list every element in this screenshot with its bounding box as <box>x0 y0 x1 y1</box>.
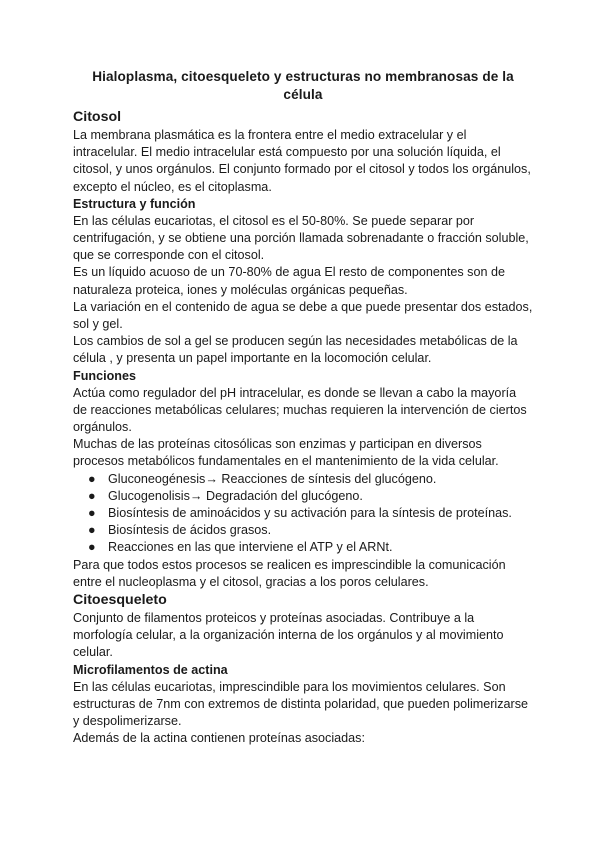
bullet-icon: ● <box>88 471 96 486</box>
list-item-text: Biosíntesis de ácidos grasos. <box>108 523 272 538</box>
estructura-paragraph-2: Es un líquido acuoso de un 70-80% de agua El resto de componentes son de naturaleza proteica, iones y moléculas orgánicas pequeñas. <box>73 265 505 297</box>
list-item <box>73 471 533 488</box>
list-item <box>73 539 533 556</box>
estructura-paragraph-4: Los cambios de sol a gel se producen según las necesidades metabólicas de la célula , y presenta un papel importante en la locomoción celular. <box>73 334 518 366</box>
subheading-microfilamentos: Microfilamentos de actina <box>73 662 228 677</box>
microfilamentos-paragraph-2: Además de la actina contienen proteínas asociadas: <box>73 731 365 746</box>
document-title: Hialoplasma, citoesqueleto y estructuras no membranosas de la célula <box>92 69 514 102</box>
list-item <box>73 505 533 522</box>
funciones-bullet-list <box>73 471 533 557</box>
funciones-paragraph-2: Muchas de las proteínas citosólicas son enzimas y participan en diversos procesos metabólicos fundamentales en el mantenimiento de la vida celular. <box>73 437 499 469</box>
document-page <box>73 68 533 748</box>
list-item-text: Reacciones en las que interviene el ATP y el ARNt. <box>108 540 393 555</box>
citoesqueleto-intro-paragraph: Conjunto de filamentos proteicos y proteínas asociadas. Contribuye a la morfología celular, a la organización interna de los orgánulos y al movimiento celular. <box>73 611 504 660</box>
list-item-text: Glucogenolisis→ Degradación del glucógeno. <box>108 488 363 503</box>
bullet-icon: ● <box>88 506 96 521</box>
subheading-funciones: Funciones <box>73 368 136 383</box>
list-item-text: Gluconeogénesis→ Reacciones de síntesis del glucógeno. <box>108 471 437 486</box>
bullet-icon: ● <box>88 488 96 503</box>
funciones-paragraph-1: Actúa como regulador del pH intracelular, es donde se llevan a cabo la mayoría de reacciones metabólicas celulares; muchas requieren la intervención de ciertos orgánulos. <box>73 385 527 435</box>
section-heading-citoesqueleto: Citoesqueleto <box>73 592 167 609</box>
bullet-icon: ● <box>88 523 96 538</box>
estructura-paragraph-3: La variación en el contenido de agua se debe a que puede presentar dos estados, sol y gel. <box>73 299 533 332</box>
list-item-text: Biosíntesis de aminoácidos y su activación para la síntesis de proteínas. <box>108 506 512 521</box>
citosol-intro-paragraph: La membrana plasmática es la frontera entre el medio extracelular y el intracelular. El medio intracelular está compuesto por una solución líquida, el citosol, y unos orgánulos. El conjunto formado por el citosol y todos los orgánulos, excepto el núcleo, es el citoplasma. <box>73 128 531 194</box>
subheading-estructura-funcion: Estructura y función <box>73 196 196 211</box>
funciones-paragraph-3: Para que todos estos procesos se realicen es imprescindible la comunicación entre el nucleoplasma y el citosol, gracias a los poros celulares. <box>73 557 506 589</box>
list-item <box>73 522 533 539</box>
bullet-icon: ● <box>88 540 96 555</box>
estructura-paragraph-1: En las células eucariotas, el citosol es el 50-80%. Se puede separar por centrifugación, y se obtiene una porción llamada sobrenadante o fracción soluble, que se corresponde con el citosol. <box>73 213 529 263</box>
microfilamentos-paragraph-1: En las células eucariotas, imprescindible para los movimientos celulares. Son estructuras de 7nm con extremos de distinta polaridad, que pueden polimerizarse y despolimerizarse. <box>73 679 529 729</box>
list-item <box>73 488 533 505</box>
section-heading-citosol: Citosol <box>73 109 122 125</box>
